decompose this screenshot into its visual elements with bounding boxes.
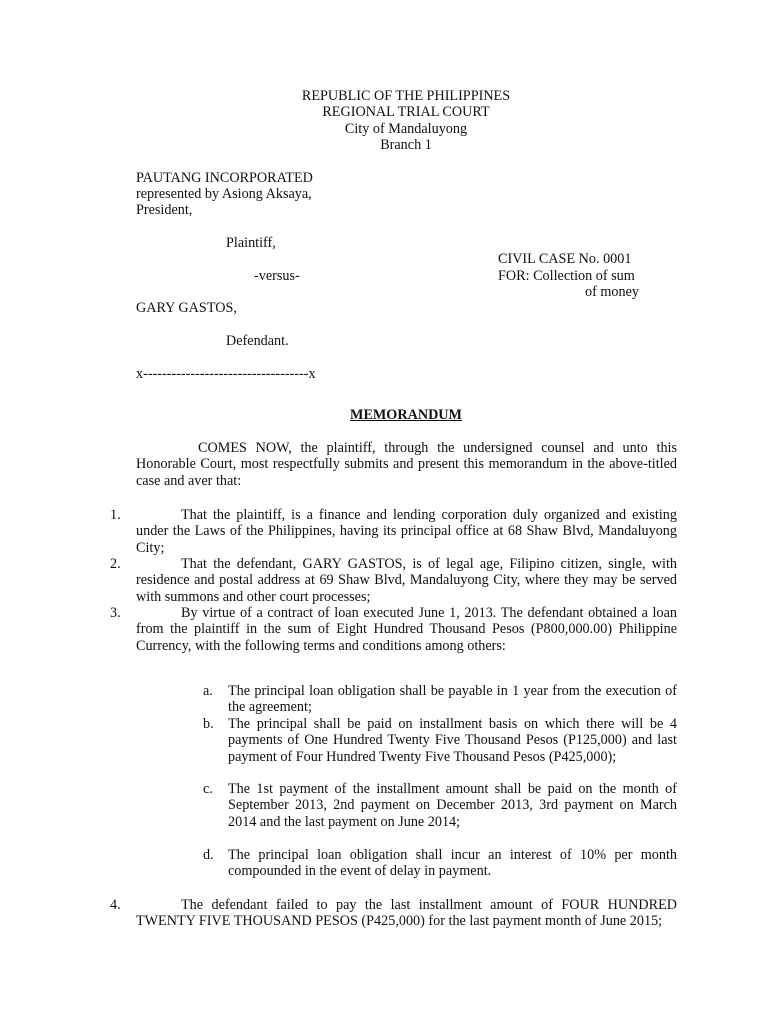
plaintiff-label: Plaintiff,	[226, 235, 276, 251]
paragraph-number: 4.	[110, 897, 121, 913]
paragraph-number: 3.	[110, 605, 121, 621]
header-branch: Branch 1	[380, 137, 432, 153]
defendant-label: Defendant.	[226, 333, 289, 349]
paragraph-number: 1.	[110, 507, 121, 523]
header-republic: REPUBLIC OF THE PHILIPPINES	[301, 88, 511, 104]
plaintiff-name: PAUTANG INCORPORATED	[136, 170, 313, 186]
representative-position: President,	[136, 202, 193, 218]
document-title: MEMORANDUM	[350, 407, 462, 423]
term-text: The principal loan obligation shall be payable in 1 year from the execution of the agreement;	[228, 683, 677, 716]
paragraph-text: The defendant failed to pay the last installment amount of FOUR HUNDRED TWENTY FIVE THOUSAND PESOS (P425,000) for the last payment month of June 2015;	[136, 897, 677, 930]
term-text: The principal shall be paid on installment basis on which there will be 4 payments of One Hundred Twenty Five Thousand Pesos (P125,000) and last payment of Four Hundred Twenty Five Thousand Pesos (P425,000);	[228, 716, 677, 765]
term-letter: b.	[203, 716, 214, 732]
versus-label: -versus-	[254, 268, 300, 284]
paragraph-text: That the defendant, GARY GASTOS, is of legal age, Filipino citizen, single, with residence and postal address at 69 Shaw Blvd, Mandaluyong City, where they may be served with summons and other court processes;	[136, 556, 677, 605]
term-letter: c.	[203, 781, 213, 797]
header-court: REGIONAL TRIAL COURT	[322, 104, 490, 120]
caption-separator: x-----------------------------------x	[136, 366, 316, 382]
header-city: City of Mandaluyong	[344, 121, 468, 137]
term-letter: a.	[203, 683, 213, 699]
case-number: CIVIL CASE No. 0001	[498, 251, 632, 267]
defendant-name: GARY GASTOS,	[136, 300, 237, 316]
intro-paragraph: COMES NOW, the plaintiff, through the undersigned counsel and unto this Honorable Court, most respectfully submits and present this memorandum in the above-titled case and aver that:	[136, 440, 677, 489]
plaintiff-representative: represented by Asiong Aksaya,	[136, 186, 312, 202]
term-text: The principal loan obligation shall incur an interest of 10% per month compounded in the event of delay in payment.	[228, 847, 677, 880]
paragraph-text: By virtue of a contract of loan executed June 1, 2013. The defendant obtained a loan from the plaintiff in the sum of Eight Hundred Thousand Pesos (P800,000.00) Philippine Currency, with the following terms and conditions among others:	[136, 605, 677, 654]
term-text: The 1st payment of the installment amount shall be paid on the month of September 2013, 2nd payment on December 2013, 3rd payment on March 2014 and the last payment on June 2014;	[228, 781, 677, 830]
term-letter: d.	[203, 847, 214, 863]
case-nature-line2: of money	[585, 284, 639, 300]
paragraph-number: 2.	[110, 556, 121, 572]
paragraph-text: That the plaintiff, is a finance and lending corporation duly organized and existing under the Laws of the Philippines, having its principal office at 68 Shaw Blvd, Mandaluyong City;	[136, 507, 677, 556]
case-nature-line1: FOR: Collection of sum	[498, 268, 635, 284]
